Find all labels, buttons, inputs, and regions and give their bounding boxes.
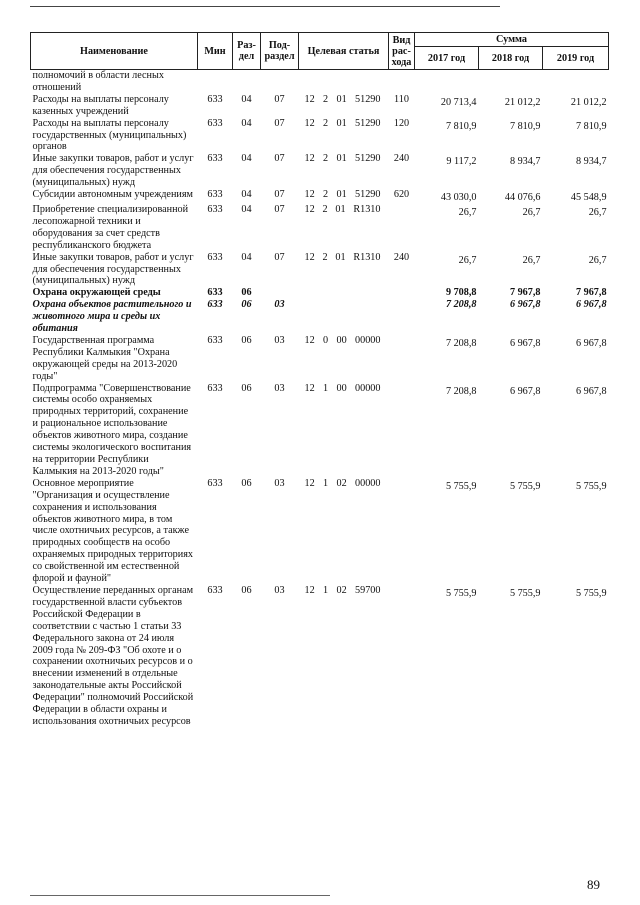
- row-podrazdel: 07: [274, 117, 285, 129]
- target-code-part: 00000: [355, 334, 381, 346]
- row-sum-2019: [543, 585, 609, 728]
- row-sum-2018: [479, 94, 543, 118]
- row-target: [299, 299, 389, 335]
- row-sum-2017: [415, 299, 479, 335]
- sum-value: 6 967,8: [575, 299, 607, 311]
- row-target: [299, 335, 389, 383]
- row-min: 633: [207, 382, 223, 394]
- row-sum-2018: [479, 299, 543, 335]
- target-code-part: 01: [336, 117, 347, 129]
- header-2019: 2019 год: [543, 47, 609, 70]
- table-row: [31, 118, 609, 154]
- row-sum-2018: [479, 287, 543, 299]
- row-min: 633: [207, 203, 223, 215]
- row-sum-2017: [415, 70, 479, 94]
- target-code-part: 2: [322, 203, 328, 215]
- target-code-part: 02: [336, 477, 347, 489]
- sum-value: 8 934,7: [509, 156, 541, 168]
- top-rule: [30, 6, 500, 7]
- sum-value: 43 030,0: [440, 192, 477, 204]
- target-code-part: 1: [323, 477, 329, 489]
- row-name: Охрана объектов растительного и животного мира и среды их обитания: [32, 299, 192, 335]
- row-sum-2018: [479, 585, 543, 728]
- row-vid: [389, 70, 415, 94]
- table-row: [31, 153, 609, 189]
- row-vid: [389, 204, 415, 252]
- target-code: [301, 478, 387, 490]
- row-name: Расходы на выплаты персоналу казенных учреждений: [32, 93, 169, 117]
- row-sum-2019: [543, 94, 609, 118]
- row-vid: [389, 335, 415, 383]
- row-name: Охрана окружающей среды: [32, 287, 161, 299]
- row-podrazdel: 03: [274, 334, 285, 346]
- row-min: [198, 70, 233, 94]
- row-min: 633: [207, 334, 223, 346]
- sum-value: 44 076,6: [504, 192, 541, 204]
- target-code-part: 12: [304, 93, 315, 105]
- target-code-part: 1: [323, 584, 329, 596]
- table-row: [31, 189, 609, 204]
- row-vid: 240: [393, 153, 410, 165]
- row-target: [299, 189, 389, 204]
- row-name: Осуществление переданных органам государственной власти субъектов Российской Федерации в соответствии с частью 1 статьи 33 Федерального закона от 24 июля 2009 года № 209-ФЗ "Об охоте и о сохранении охотничьих ресурсов и о внесении изменений в отдельные законодательные акты Российской Федерации" полномочий Российской Федерации в области охраны и использования охотничьих ресурсов: [32, 584, 194, 727]
- target-code-part: 00000: [355, 477, 381, 489]
- row-sum-2019: [543, 153, 609, 189]
- row-sum-2019: [543, 383, 609, 478]
- budget-table: [30, 32, 609, 728]
- row-podrazdel: 07: [274, 189, 285, 201]
- sum-value: 21 012,2: [504, 96, 541, 108]
- target-code-part: 51290: [355, 93, 381, 105]
- target-code-part: 2: [323, 153, 329, 165]
- row-podrazdel: 03: [274, 299, 285, 311]
- row-razdel: 06: [241, 477, 252, 489]
- sum-value: 8 934,7: [575, 156, 607, 168]
- row-podrazdel: 07: [274, 251, 285, 263]
- target-code-part: 00000: [355, 382, 381, 394]
- target-code: [301, 585, 387, 597]
- target-code-part: 12: [304, 584, 315, 596]
- row-podrazdel: 07: [274, 93, 285, 105]
- row-razdel: 04: [241, 203, 252, 215]
- row-vid: [389, 383, 415, 478]
- target-code-part: 01: [336, 189, 347, 201]
- row-vid: 620: [393, 189, 410, 201]
- target-code-part: 12: [304, 382, 315, 394]
- row-razdel: 06: [241, 382, 252, 394]
- header-target: Целевая статья: [299, 33, 389, 70]
- target-code-part: 2: [323, 117, 329, 129]
- row-sum-2018: [479, 478, 543, 585]
- row-sum-2018: [479, 252, 543, 288]
- row-sum-2018: [479, 189, 543, 204]
- row-sum-2019: [543, 204, 609, 252]
- target-code-part: 51290: [355, 117, 381, 129]
- row-podrazdel: [261, 287, 299, 299]
- row-sum-2018: [479, 118, 543, 154]
- table-row: [31, 478, 609, 585]
- row-podrazdel: 03: [274, 584, 285, 596]
- page-number: 89: [587, 877, 600, 892]
- row-target: [299, 94, 389, 118]
- row-podrazdel: 03: [274, 477, 285, 489]
- row-target: [299, 153, 389, 189]
- sum-value: 9 708,8: [445, 287, 477, 299]
- target-code-part: 12: [304, 251, 315, 263]
- target-code-part: 12: [304, 477, 315, 489]
- row-razdel: [233, 70, 261, 94]
- table-row: [31, 70, 609, 94]
- table-row: [31, 383, 609, 478]
- row-vid: 110: [394, 93, 409, 105]
- row-name: Иные закупки товаров, работ и услуг для обеспечения государственных (муниципальных) нужд: [32, 251, 194, 287]
- target-code-part: 02: [336, 584, 347, 596]
- sum-value: 9 117,2: [446, 156, 477, 168]
- sum-value: 26,7: [458, 254, 477, 266]
- target-code-part: 12: [304, 117, 315, 129]
- row-vid: [389, 287, 415, 299]
- row-vid: [389, 585, 415, 728]
- target-code-part: 59700: [355, 584, 381, 596]
- row-podrazdel: 07: [274, 203, 285, 215]
- row-name: Приобретение специализированной лесопожарной техники и оборудования за счет средств республиканского бюджета: [32, 203, 189, 251]
- target-code-part: 2: [323, 189, 329, 201]
- row-sum-2019: [543, 299, 609, 335]
- row-min: 633: [207, 117, 223, 129]
- row-sum-2017: [415, 94, 479, 118]
- table-body: [31, 70, 609, 728]
- target-code: [301, 189, 387, 201]
- row-sum-2017: [415, 189, 479, 204]
- row-sum-2018: [479, 335, 543, 383]
- sum-value: 26,7: [458, 206, 477, 218]
- row-sum-2019: [543, 189, 609, 204]
- row-razdel: 06: [241, 584, 252, 596]
- sum-value: 5 755,9: [575, 480, 607, 492]
- row-sum-2019: [543, 70, 609, 94]
- sum-value: 7 810,9: [509, 120, 541, 132]
- row-sum-2019: [543, 252, 609, 288]
- sum-value: 5 755,9: [445, 587, 477, 599]
- bottom-rule: [30, 895, 330, 896]
- row-sum-2017: [415, 383, 479, 478]
- target-code: [301, 94, 387, 106]
- target-code: [301, 153, 387, 165]
- row-target: [299, 383, 389, 478]
- row-razdel: 04: [241, 153, 252, 165]
- target-code-part: 00: [336, 382, 347, 394]
- sum-value: 5 755,9: [509, 587, 541, 599]
- row-sum-2018: [479, 70, 543, 94]
- row-name: Основное мероприятие "Организация и осуществление сохранения и использования объектов животного мира, в том числе охотничьих ресурсов, а также природных сообществ на особо охраняемых природных территориях со свойственной им естественной флорой и фауной": [32, 477, 194, 585]
- header-2017: 2017 год: [415, 47, 479, 70]
- row-razdel: 04: [241, 189, 252, 201]
- table-header: [31, 33, 609, 70]
- table-row: [31, 204, 609, 252]
- row-sum-2017: [415, 335, 479, 383]
- row-name: Иные закупки товаров, работ и услуг для обеспечения государственных (муниципальных) нужд: [32, 153, 194, 189]
- row-name: Расходы на выплаты персоналу государственных (муниципальных) органов: [32, 117, 187, 153]
- target-code-part: 12: [304, 203, 315, 215]
- row-vid: [389, 299, 415, 335]
- sum-value: 6 967,8: [509, 299, 541, 311]
- target-code: [301, 204, 387, 216]
- sum-value: 5 755,9: [445, 480, 477, 492]
- row-name: Государственная программа Республики Калмыкия "Охрана окружающей среды на 2013-2020 годы": [32, 334, 178, 382]
- row-target: [299, 204, 389, 252]
- row-podrazdel: 07: [274, 153, 285, 165]
- table-row: [31, 287, 609, 299]
- sum-value: 6 967,8: [575, 385, 607, 397]
- row-podrazdel: [261, 70, 299, 94]
- header-podrazdel: Под- раздел: [261, 33, 299, 70]
- target-code-part: 0: [323, 334, 329, 346]
- target-code: [301, 118, 387, 130]
- sum-value: 21 012,2: [570, 96, 607, 108]
- target-code: [301, 383, 387, 395]
- sum-value: 26,7: [588, 206, 607, 218]
- row-sum-2018: [479, 204, 543, 252]
- target-code-part: R1310: [353, 203, 381, 215]
- target-code-part: R1310: [353, 251, 381, 263]
- row-razdel: 04: [241, 93, 252, 105]
- row-podrazdel: 03: [274, 382, 285, 394]
- sum-value: 7 810,9: [445, 120, 477, 132]
- row-razdel: 06: [241, 334, 252, 346]
- row-sum-2017: [415, 585, 479, 728]
- row-vid: 240: [393, 251, 410, 263]
- row-name: полномочий в области лесных отношений: [32, 70, 164, 93]
- sum-value: 6 967,8: [509, 385, 541, 397]
- row-sum-2018: [479, 383, 543, 478]
- target-code-part: 12: [304, 189, 315, 201]
- sum-value: 6 967,8: [575, 337, 607, 349]
- sum-value: 26,7: [522, 206, 541, 218]
- row-sum-2019: [543, 287, 609, 299]
- target-code-part: 12: [304, 153, 315, 165]
- row-target: [299, 287, 389, 299]
- row-min: 633: [207, 189, 223, 201]
- target-code-part: 51290: [355, 153, 381, 165]
- header-2018: 2018 год: [479, 47, 543, 70]
- row-min: 633: [207, 93, 223, 105]
- header-razdel: Раз- дел: [233, 33, 261, 70]
- table-row: [31, 94, 609, 118]
- sum-value: 45 548,9: [570, 192, 607, 204]
- header-vid: Вид рас- хода: [389, 33, 415, 70]
- sum-value: 20 713,4: [440, 96, 477, 108]
- sum-value: 26,7: [522, 254, 541, 266]
- table-row: [31, 585, 609, 728]
- target-code-part: 51290: [355, 189, 381, 201]
- sum-value: 7 967,8: [575, 287, 607, 299]
- row-razdel: 04: [241, 251, 252, 263]
- target-code-part: 01: [335, 203, 346, 215]
- row-sum-2017: [415, 252, 479, 288]
- sum-value: 7 208,8: [445, 385, 477, 397]
- row-target: [299, 478, 389, 585]
- sum-value: 5 755,9: [509, 480, 541, 492]
- row-sum-2017: [415, 287, 479, 299]
- row-min: 633: [207, 287, 223, 299]
- row-sum-2019: [543, 478, 609, 585]
- row-sum-2019: [543, 335, 609, 383]
- sum-value: 6 967,8: [509, 337, 541, 349]
- row-sum-2018: [479, 153, 543, 189]
- row-razdel: 06: [241, 299, 252, 311]
- row-vid: 120: [393, 117, 410, 129]
- row-min: 633: [207, 153, 223, 165]
- row-sum-2017: [415, 204, 479, 252]
- row-sum-2017: [415, 118, 479, 154]
- target-code-part: 1: [323, 382, 329, 394]
- row-target: [299, 252, 389, 288]
- row-target: [299, 70, 389, 94]
- target-code-part: 2: [322, 251, 328, 263]
- target-code-part: 00: [336, 334, 347, 346]
- target-code: [301, 252, 387, 264]
- sum-value: 7 208,8: [445, 337, 477, 349]
- row-min: 633: [207, 299, 223, 311]
- row-name: Субсидии автономным учреждениям: [32, 189, 193, 201]
- sum-value: 7 810,9: [575, 120, 607, 132]
- row-min: 633: [207, 584, 223, 596]
- row-target: [299, 585, 389, 728]
- table-row: [31, 252, 609, 288]
- row-vid: [389, 478, 415, 585]
- sum-value: 5 755,9: [575, 587, 607, 599]
- header-name: Наименование: [31, 33, 198, 70]
- target-code: [301, 335, 387, 347]
- row-sum-2017: [415, 153, 479, 189]
- row-name: Подпрограмма "Совершенствование системы особо охраняемых природных территорий, сохранение и рациональное использование объектов животного мира, создание системы экологического воспитания на территории Республики Калмыкия на 2013-2020 годы": [32, 382, 192, 477]
- table-row: [31, 299, 609, 335]
- header-min: Мин: [198, 33, 233, 70]
- header-sum: Сумма: [415, 33, 609, 47]
- target-code-part: 01: [335, 251, 346, 263]
- row-sum-2017: [415, 478, 479, 585]
- target-code-part: 2: [323, 93, 329, 105]
- target-code-part: 12: [304, 334, 315, 346]
- row-razdel: 04: [241, 117, 252, 129]
- target-code-part: 01: [336, 93, 347, 105]
- table-row: [31, 335, 609, 383]
- row-sum-2019: [543, 118, 609, 154]
- sum-value: 7 208,8: [445, 299, 477, 311]
- sum-value: 26,7: [588, 254, 607, 266]
- target-code-part: 01: [336, 153, 347, 165]
- sum-value: 7 967,8: [509, 287, 541, 299]
- row-min: 633: [207, 477, 223, 489]
- row-min: 633: [207, 251, 223, 263]
- row-razdel: 06: [241, 287, 252, 299]
- row-target: [299, 118, 389, 154]
